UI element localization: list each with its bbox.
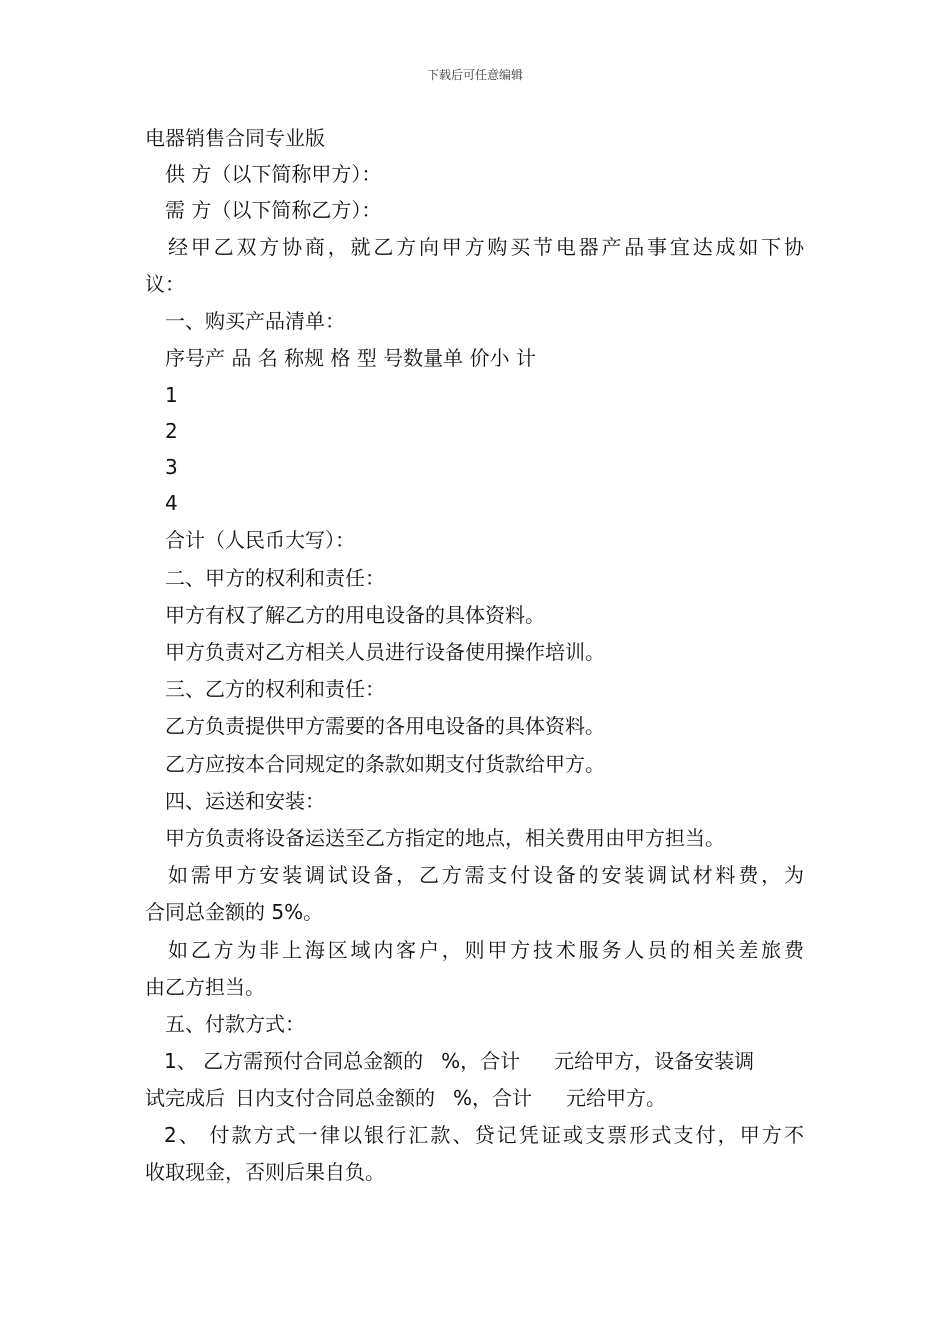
- payment-to-supplier-text: 元给甲方，设备安装调: [554, 1049, 755, 1073]
- payment-prepay-text: 1、 乙方需预付合同总金额的: [164, 1049, 424, 1073]
- buyer-line: 需 方（以下简称乙方）：: [165, 198, 382, 222]
- section-3-item-2: 乙方应按本合同规定的条款如期支付货款给甲方。: [165, 752, 605, 776]
- payment-percent-total-text: %，合计: [441, 1049, 521, 1073]
- section-2-item-1: 甲方有权了解乙方的用电设备的具体资料。: [165, 603, 545, 627]
- table-row-1: 1: [165, 383, 178, 407]
- document-title: 电器销售合同专业版: [145, 126, 325, 150]
- to-supplier-text: 元给甲方。: [566, 1086, 667, 1110]
- table-row-3: 3: [165, 455, 178, 479]
- section-5-item-1-line-2: [145, 1084, 666, 1112]
- intro-line-1: 经甲乙双方协商，就乙方向甲方购买节电器产品事宜达成如下协: [168, 235, 804, 259]
- section-5-heading: 五、付款方式：: [165, 1012, 305, 1036]
- section-4-item-1: 甲方负责将设备运送至乙方指定的地点，相关费用由甲方担当。: [165, 826, 725, 850]
- supplier-line: 供 方（以下简称甲方）：: [165, 162, 382, 186]
- section-2-heading: 二、甲方的权利和责任：: [165, 566, 385, 590]
- after-install-text: 试完成后: [145, 1086, 225, 1110]
- total-line: 合计（人民币大写）：: [165, 528, 355, 552]
- section-4-item-3-line-2: 由乙方担当。: [145, 975, 265, 999]
- section-2-item-2: 甲方负责对乙方相关人员进行设备使用操作培训。: [165, 640, 605, 664]
- section-4-item-2-line-2: 合同总金额的 5%。: [145, 900, 324, 924]
- page-header: 下载后可任意编辑: [426, 68, 523, 82]
- section-4-item-3-line-1: 如乙方为非上海区域内客户，则甲方技术服务人员的相关差旅费: [168, 938, 804, 962]
- section-4-item-2-line-1: 如需甲方安装调试设备，乙方需支付设备的安装调试材料费，为: [168, 863, 804, 887]
- section-1-heading: 一、购买产品清单：: [165, 309, 345, 333]
- table-row-2: 2: [165, 419, 178, 443]
- section-4-heading: 四、运送和安装：: [165, 789, 325, 813]
- section-3-heading: 三、乙方的权利和责任：: [165, 677, 385, 701]
- table-row-4: 4: [165, 491, 178, 515]
- section-5-item-2-line-2: 收取现金，否则后果自负。: [145, 1160, 385, 1184]
- percent-total-text: %，合计: [453, 1086, 533, 1110]
- days-pay-text: 日内支付合同总金额的: [235, 1086, 435, 1110]
- section-5-item-2-line-1: 2、 付款方式一律以银行汇款、贷记凭证或支票形式支付，甲方不: [164, 1123, 804, 1147]
- section-3-item-1: 乙方负责提供甲方需要的各用电设备的具体资料。: [165, 714, 605, 738]
- intro-line-2: 议：: [145, 272, 185, 296]
- product-table-header: 序号产 品 名 称规 格 型 号数量单 价小 计: [165, 346, 536, 370]
- section-5-item-1-line-1: [164, 1047, 754, 1075]
